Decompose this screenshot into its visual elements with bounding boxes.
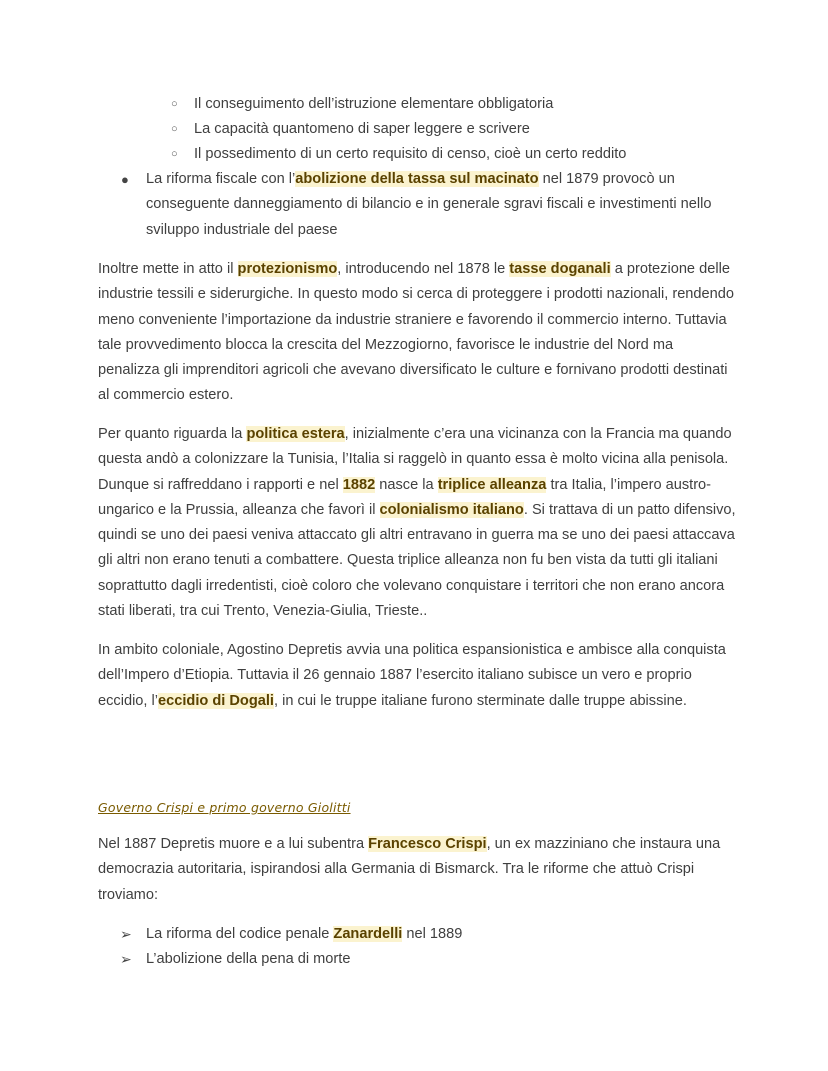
highlight-zanardelli: Zanardelli (333, 926, 403, 942)
dot-bullet-icon: ● (121, 172, 129, 187)
highlight-eccidio-dogali: eccidio di Dogali (158, 692, 274, 709)
highlight-1882: 1882 (342, 476, 376, 493)
highlight-francesco-crispi: Francesco Crispi (368, 836, 487, 852)
highlight-triplice-alleanza: triplice alleanza (437, 476, 547, 493)
paragraph-politica-estera: Per quanto riguarda la politica estera, inizialmente c’era una vicinanza con la Francia ma quando questa andò a colonizzare la Tunisia, l’Italia si raggelò in quanto essa è molto vicina alla penisola. Dunque si raffreddano i rapporti e nel 1882 nasce la triplice alleanza tra Italia, l’impero austro-ungarico e la Prussia, alleanza che favorì il colonialismo italiano. Si trattava di un patto difensivo, quindi se uno dei paesi veniva attaccato gli altri entravano in guerra ma se uno dei paesi attaccava gli altri non erano tenuti a combattere. Questa triplice alleanza non fu ben vista da tutti gli italiani soprattutto dagli irredentisti, cioè coloro che volevano conquistare i territori che non erano ancora stati liberati, tra cui Trento, Venezia-Giulia, Trieste.. (98, 426, 736, 620)
highlight-tasse-doganali: tasse doganali (509, 261, 611, 277)
paragraph-protezionismo: Inoltre mette in atto il protezionismo, introducendo nel 1878 le tasse doganali a protezione delle industrie tessili e siderurgiche. In questo modo si cerca di proteggere i prodotti nazionali, rendendo meno conveniente l’importazione da industrie straniere e favorendo il commercio interno. Tuttavia tale provvedimento blocca la crescita del Mezzogiorno, favorisce le industrie del Nord ma penalizza gli imprenditori agricoli che avevano diversificato le culture e fornivano prodotti destinati al commercio estero. (98, 261, 735, 404)
highlight-colonialismo-italiano: colonialismo italiano (379, 501, 524, 518)
section-heading: Governo Crispi e primo governo Giolitti (98, 800, 351, 815)
circle-bullet-icon: ○ (171, 148, 178, 160)
paragraph-crispi: Nel 1887 Depretis muore e a lui subentra Francesco Crispi, un ex mazziniano che instaura una democrazia autoritaria, ispirandosi alla Germania di Bismarck. Tra le riforme che attuò Crispi troviamo: (98, 836, 721, 903)
arrow-bullet-icon: ➢ (120, 926, 132, 942)
highlight-politica-estera: politica estera (246, 426, 345, 442)
arrow-list-item-1: La riforma del codice penale Zanardelli nel 1889 (146, 926, 463, 942)
sublist-item-2: La capacità quantomeno di saper leggere e scrivere (194, 121, 530, 137)
paragraph-coloniale: In ambito coloniale, Agostino Depretis avvia una politica espansionistica e ambisce alla conquista dell’Impero d’Etiopia. Tuttavia il 26 gennaio 1887 l’esercito italiano subisce un vero e proprio eccidio, l’eccidio di Dogali, in cui le truppe italiane furono sterminate dalle truppe abissine. (98, 642, 726, 709)
list-item-riforma-fiscale: La riforma fiscale con l’abolizione della tassa sul macinato nel 1879 provocò un conseguente danneggiamento di bilancio e in generale sgravi fiscali e investimenti nello sviluppo industriale del paese (146, 171, 712, 238)
sublist-item-1: Il conseguimento dell’istruzione elementare obbligatoria (194, 96, 554, 112)
highlight-abolizione-macinato: abolizione della tassa sul macinato (295, 171, 539, 187)
circle-bullet-icon: ○ (171, 123, 178, 135)
sublist-item-3: Il possedimento di un certo requisito di censo, cioè un certo reddito (194, 146, 627, 162)
arrow-list-item-2: L’abolizione della pena di morte (146, 951, 351, 967)
highlight-protezionismo: protezionismo (237, 261, 338, 277)
circle-bullet-icon: ○ (171, 98, 178, 110)
arrow-bullet-icon: ➢ (120, 951, 132, 967)
